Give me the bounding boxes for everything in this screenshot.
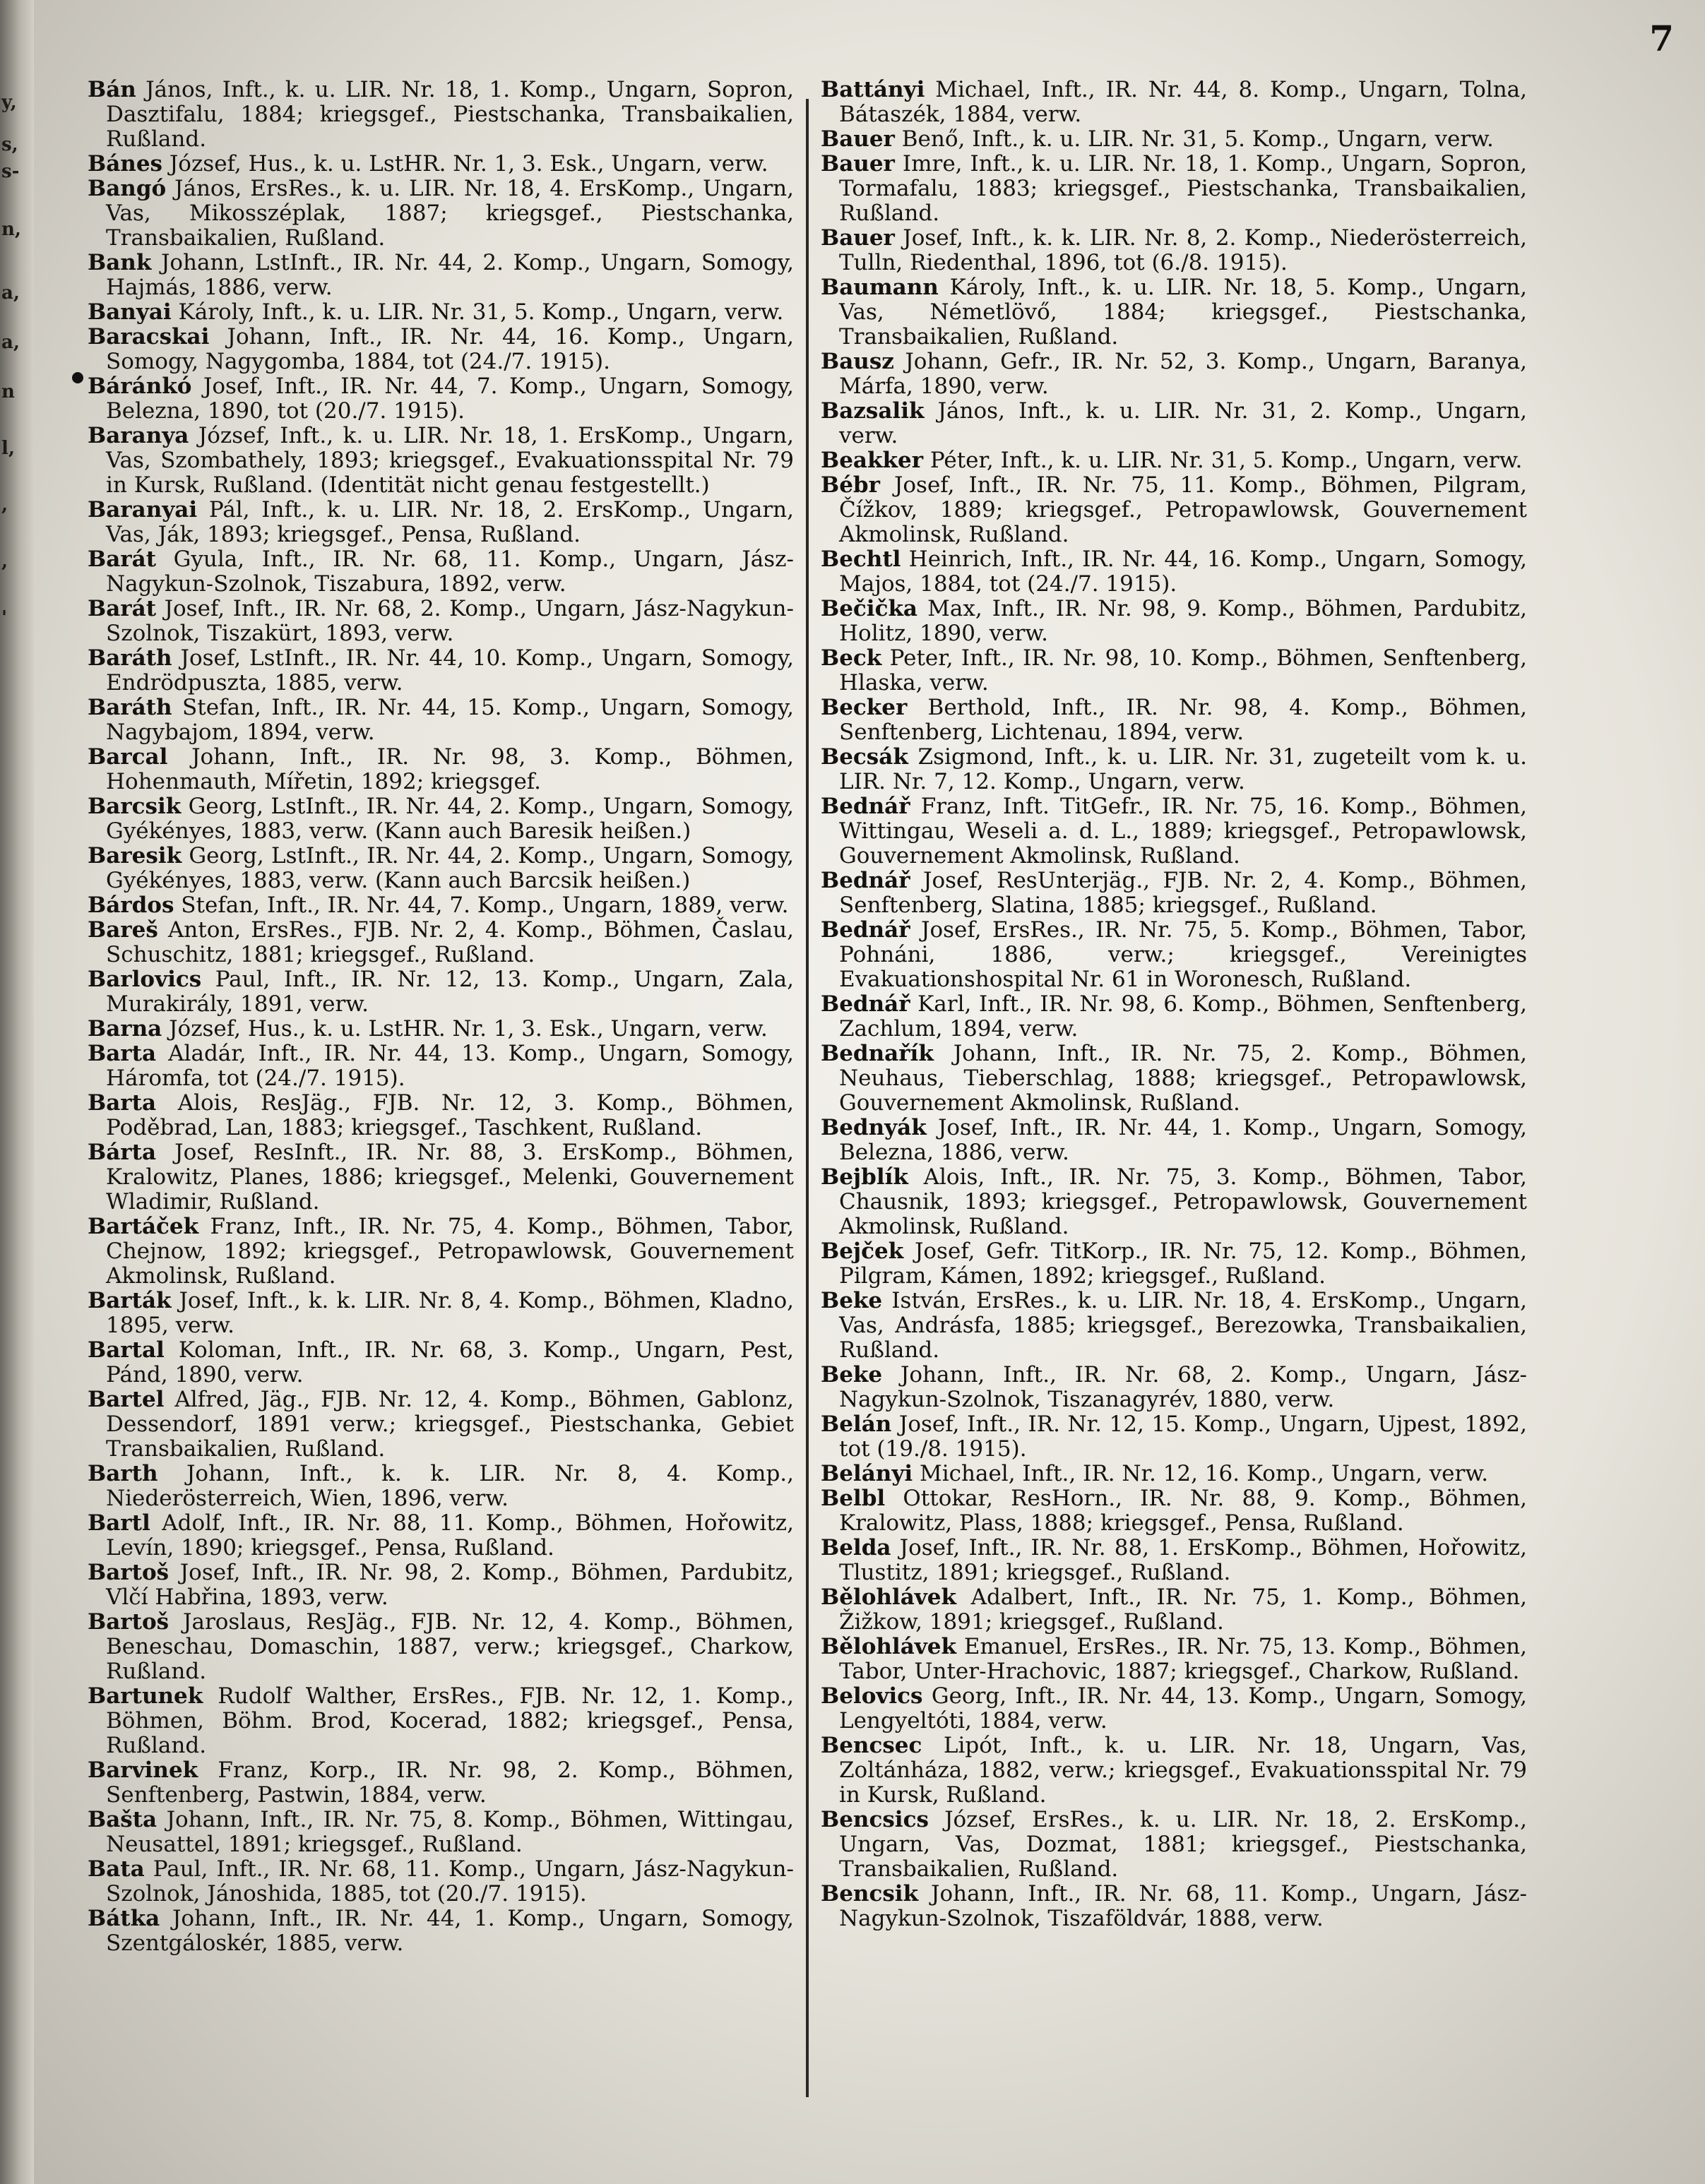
entry-surname: Bata — [88, 1856, 145, 1882]
register-entry — [821, 992, 1527, 1042]
entry-surname: Beck — [821, 645, 882, 671]
entry-surname: Barta — [88, 1041, 157, 1066]
entry-details: Josef, Inft., IR. Nr. 88, 1. ErsKomp., Böhmen, Hořowitz, Tlustitz, 1891; kriegsgef., Rußland. — [839, 1535, 1527, 1585]
register-entry — [88, 374, 794, 424]
entry-surname: Battányi — [821, 77, 925, 102]
entry-surname: Beke — [821, 1288, 883, 1313]
entry-details: Benő, Inft., k. u. LIR. Nr. 31, 5. Komp., Ungarn, verw. — [894, 126, 1494, 152]
entry-details: Paul, Inft., IR. Nr. 12, 13. Komp., Ungarn, Zala, Murakirály, 1891, verw. — [106, 967, 794, 1017]
entry-surname: Bednář — [821, 991, 910, 1017]
entry-details: Berthold, Inft., IR. Nr. 98, 4. Komp., Böhmen, Senftenberg, Lichtenau, 1894, verw. — [839, 695, 1527, 745]
register-entry — [88, 1140, 794, 1215]
register-entry — [88, 893, 794, 918]
register-entry — [821, 1734, 1527, 1808]
entry-details: Péter, Inft., k. u. LIR. Nr. 31, 5. Komp., Ungarn, verw. — [923, 448, 1523, 473]
register-entry — [821, 350, 1527, 399]
register-entry — [88, 1462, 794, 1511]
entry-surname: Barcsik — [88, 794, 182, 819]
entry-details: Johann, Inft., IR. Nr. 98, 3. Komp., Böhmen, Hohenmauth, Mířetin, 1892; kriegsgef. — [106, 744, 794, 794]
register-entry — [88, 177, 794, 251]
entry-details: Max, Inft., IR. Nr. 98, 9. Komp., Böhmen, Pardubitz, Holitz, 1890, verw. — [839, 596, 1527, 646]
entry-surname: Bartal — [88, 1337, 165, 1363]
entry-details: Josef, Inft., IR. Nr. 44, 7. Komp., Ungarn, Somogy, Belezna, 1890, tot (20./7. 1915). — [106, 374, 794, 424]
entry-details: Josef, Inft., IR. Nr. 98, 2. Komp., Böhmen, Pardubitz, Vlčí Habřina, 1893, verw. — [106, 1560, 794, 1610]
entry-surname: Barát — [88, 596, 157, 621]
entry-details: Franz, Inft., IR. Nr. 75, 4. Komp., Böhmen, Tabor, Chejnow, 1892; kriegsgef., Petropawlowsk, Gouvernement Akmolinsk, Rußland. — [106, 1214, 794, 1289]
entry-surname: Bausz — [821, 349, 894, 374]
register-entry — [821, 1363, 1527, 1412]
entry-surname: Bartunek — [88, 1683, 203, 1709]
register-entry — [88, 1289, 794, 1338]
entry-details: Josef, Inft., IR. Nr. 75, 11. Komp., Böhmen, Pilgram, Čížkov, 1889; kriegsgef., Petropawlowsk, Gouvernement Akmolinsk, Rußland. — [839, 472, 1527, 547]
entry-details: Josef, Gefr. TitKorp., IR. Nr. 75, 12. Komp., Böhmen, Pilgram, Kámen, 1892; kriegsgef., Rußland. — [839, 1239, 1527, 1289]
entry-surname: Bencsics — [821, 1807, 929, 1832]
entry-details: István, ErsRes., k. u. LIR. Nr. 18, 4. ErsKomp., Ungarn, Vas, Andrásfa, 1885; kriegsgef., Berezowka, Transbaikalien, Rußland. — [839, 1288, 1527, 1363]
entry-surname: Belovics — [821, 1683, 923, 1709]
register-entry — [821, 1882, 1527, 1931]
entry-surname: Baracskai — [88, 324, 210, 350]
entry-details: Michael, Inft., IR. Nr. 12, 16. Komp., Ungarn, verw. — [913, 1461, 1489, 1486]
register-entry — [88, 1511, 794, 1561]
entry-details: Alois, Inft., IR. Nr. 75, 3. Komp., Böhmen, Tabor, Chausnik, 1893; kriegsgef., Petropawlowsk, Gouvernement Akmolinsk, Rußland. — [839, 1164, 1527, 1239]
entry-surname: Barna — [88, 1016, 162, 1042]
entry-details: Johann, Inft., k. k. LIR. Nr. 8, 4. Komp., Niederösterreich, Wien, 1896, verw. — [106, 1461, 794, 1511]
entry-details: Jaroslaus, ResJäg., FJB. Nr. 12, 4. Komp., Böhmen, Beneschau, Domaschin, 1887, verw.; kriegsgef., Charkow, Rußland. — [106, 1609, 794, 1684]
entry-details: Josef, ErsRes., IR. Nr. 75, 5. Komp., Böhmen, Tabor, Pohnáni, 1886, verw.; kriegsgef., Vereinigtes Evakuationshospital Nr. 61 in Woronesch, Rußland. — [839, 917, 1527, 992]
margin-fragment: n, — [1, 219, 21, 240]
entry-surname: Bednář — [821, 794, 910, 819]
register-entry — [821, 1042, 1527, 1116]
entry-surname: Bartoš — [88, 1560, 170, 1585]
entry-details: Karl, Inft., IR. Nr. 98, 6. Komp., Böhmen, Senftenberg, Zachlum, 1894, verw. — [839, 991, 1527, 1042]
left-column — [88, 78, 794, 1956]
entry-surname: Baranyai — [88, 497, 198, 523]
entry-details: Johann, Inft., IR. Nr. 68, 11. Komp., Ungarn, Jász-Nagykun-Szolnok, Tiszaföldvár, 1888, verw. — [839, 1881, 1527, 1931]
register-entry — [821, 78, 1527, 127]
register-entry — [88, 967, 794, 1017]
entry-surname: Bárdos — [88, 893, 174, 918]
entry-details: Johann, Inft., IR. Nr. 68, 2. Komp., Ungarn, Jász-Nagykun-Szolnok, Tiszanagyrév, 1880, verw. — [839, 1362, 1527, 1412]
entry-details: Georg, Inft., IR. Nr. 44, 13. Komp., Ungarn, Somogy, Lengyeltóti, 1884, verw. — [839, 1683, 1527, 1734]
entry-surname: Beakker — [821, 448, 924, 473]
entry-details: Josef, Inft., IR. Nr. 44, 1. Komp., Ungarn, Somogy, Belezna, 1886, verw. — [839, 1115, 1527, 1165]
entry-details: Paul, Inft., IR. Nr. 68, 11. Komp., Ungarn, Jász-Nagykun-Szolnok, Jánoshida, 1885, tot (20./7. 1915). — [106, 1856, 794, 1906]
entry-surname: Baráth — [88, 645, 172, 671]
entry-details: Josef, ResInft., IR. Nr. 88, 3. ErsKomp., Böhmen, Kralowitz, Planes, 1886; kriegsgef., Melenki, Gouvernement Wladimir, Rußland. — [106, 1140, 794, 1215]
entry-surname: Báránkó — [88, 374, 192, 399]
entry-surname: Bělohlávek — [821, 1634, 956, 1659]
entry-details: Josef, Inft., k. k. LIR. Nr. 8, 4. Komp., Böhmen, Kladno, 1895, verw. — [106, 1288, 794, 1338]
register-entry — [821, 646, 1527, 696]
register-entry — [821, 696, 1527, 745]
entry-details: Georg, LstInft., IR. Nr. 44, 2. Komp., Ungarn, Somogy, Gyékényes, 1883, verw. (Kann auch Barcsik heißen.) — [106, 843, 794, 893]
entry-surname: Barcal — [88, 744, 168, 770]
entry-surname: Belányi — [821, 1461, 913, 1486]
entry-surname: Bělohlávek — [821, 1585, 956, 1610]
entry-surname: Barát — [88, 547, 157, 572]
entry-surname: Bartáček — [88, 1214, 199, 1239]
entry-details: János, Inft., k. u. LIR. Nr. 18, 1. Komp., Ungarn, Sopron, Dasztifalu, 1884; kriegsgef., Piestschanka, Transbaikalien, Rußland. — [106, 77, 794, 152]
margin-fragment: , — [1, 494, 8, 515]
entry-surname: Barth — [88, 1461, 158, 1486]
entry-details: Heinrich, Inft., IR. Nr. 44, 16. Komp., Ungarn, Somogy, Majos, 1884, tot (24./7. 1915). — [839, 547, 1527, 597]
entry-details: Michael, Inft., IR. Nr. 44, 8. Komp., Ungarn, Tolna, Bátaszék, 1884, verw. — [839, 77, 1527, 127]
register-entry — [821, 1486, 1527, 1536]
entry-surname: Belda — [821, 1535, 891, 1561]
register-entry — [88, 1758, 794, 1808]
register-entry — [821, 473, 1527, 547]
entry-surname: Bartl — [88, 1510, 150, 1536]
margin-fragment: s, — [1, 134, 18, 155]
register-entry — [88, 1610, 794, 1684]
entry-details: Josef, LstInft., IR. Nr. 44, 10. Komp., Ungarn, Somogy, Endrödpuszta, 1885, verw. — [106, 645, 794, 696]
register-entry — [821, 547, 1527, 597]
entry-surname: Bareš — [88, 917, 158, 943]
register-entry — [88, 251, 794, 300]
register-entry — [88, 1042, 794, 1091]
entry-details: Josef, Inft., k. k. LIR. Nr. 8, 2. Komp., Niederösterreich, Tulln, Riedenthal, 1896, tot (6./8. 1915). — [839, 225, 1527, 275]
entry-details: Zsigmond, Inft., k. u. LIR. Nr. 31, zugeteilt vom k. u. LIR. Nr. 7, 12. Komp., Ungarn, verw. — [839, 744, 1527, 794]
register-entry — [821, 1635, 1527, 1684]
entry-details: Johann, Inft., IR. Nr. 44, 1. Komp., Ungarn, Somogy, Szentgáloskér, 1885, verw. — [106, 1906, 794, 1956]
entry-details: Pál, Inft., k. u. LIR. Nr. 18, 2. ErsKomp., Ungarn, Vas, Ják, 1893; kriegsgef., Pensa, Rußland. — [106, 497, 794, 547]
register-entry — [88, 325, 794, 374]
entry-surname: Bechtl — [821, 547, 901, 572]
register-entry — [821, 1289, 1527, 1363]
entry-surname: Belán — [821, 1412, 892, 1437]
register-entry — [821, 918, 1527, 992]
register-entry — [821, 794, 1527, 869]
entry-details: Josef, Inft., IR. Nr. 68, 2. Komp., Ungarn, Jász-Nagykun-Szolnok, Tiszakürt, 1893, verw. — [106, 596, 794, 646]
entry-surname: Bánes — [88, 151, 163, 177]
register-entry — [88, 78, 794, 152]
entry-surname: Barvinek — [88, 1758, 198, 1783]
register-entry — [88, 696, 794, 745]
entry-surname: Bank — [88, 250, 152, 275]
entry-details: Adalbert, Inft., IR. Nr. 75, 1. Komp., Böhmen, Žižkow, 1891; kriegsgef., Rußland. — [839, 1585, 1527, 1635]
entry-details: Franz, Inft. TitGefr., IR. Nr. 75, 16. Komp., Böhmen, Wittingau, Weseli a. d. L., 1889; kriegsgef., Petropawlowsk, Gouvernement Akmolinsk, Rußland. — [839, 794, 1527, 869]
register-entry — [88, 646, 794, 696]
entry-surname: Barták — [88, 1288, 172, 1313]
entry-details: Imre, Inft., k. u. LIR. Nr. 18, 1. Komp., Ungarn, Sopron, Tormafalu, 1883; kriegsgef., Piestschanka, Transbaikalien, Rußland. — [839, 151, 1527, 226]
entry-details: Peter, Inft., IR. Nr. 98, 10. Komp., Böhmen, Senftenberg, Hlaska, verw. — [839, 645, 1527, 696]
register-entry — [821, 1585, 1527, 1635]
entry-details: Ottokar, ResHorn., IR. Nr. 88, 9. Komp., Böhmen, Kralowitz, Plass, 1888; kriegsgef., Pensa, Rußland. — [839, 1486, 1527, 1536]
entry-surname: Bednařík — [821, 1041, 934, 1066]
register-entry — [88, 1561, 794, 1610]
entry-details: Alfred, Jäg., FJB. Nr. 12, 4. Komp., Böhmen, Gablonz, Dessendorf, 1891 verw.; kriegsgef., Piestschanka, Gebiet Transbaikalien, Rußland. — [106, 1387, 794, 1462]
entry-surname: Bartel — [88, 1387, 165, 1412]
entry-surname: Bečička — [821, 596, 918, 621]
entry-details: Károly, Inft., k. u. LIR. Nr. 31, 5. Komp., Ungarn, verw. — [171, 299, 784, 325]
register-entry — [821, 399, 1527, 448]
entry-details: Georg, LstInft., IR. Nr. 44, 2. Komp., Ungarn, Somogy, Gyékényes, 1883, verw. (Kann auch Baresik heißen.) — [106, 794, 794, 844]
entry-details: Lipót, Inft., k. u. LIR. Nr. 18, Ungarn, Vas, Zoltánháza, 1882, verw.; kriegsgef., Evakuationsspital Nr. 79 in Kursk, Rußland. — [839, 1733, 1527, 1808]
entry-details: Alois, ResJäg., FJB. Nr. 12, 3. Komp., Böhmen, Poděbrad, Lan, 1883; kriegsgef., Taschkent, Rußland. — [106, 1090, 794, 1140]
entry-surname: Bangó — [88, 176, 167, 201]
entry-surname: Becker — [821, 695, 908, 720]
entry-details: Franz, Korp., IR. Nr. 98, 2. Komp., Böhmen, Senftenberg, Pastwin, 1884, verw. — [106, 1758, 794, 1808]
entry-details: Johann, LstInft., IR. Nr. 44, 2. Komp., Ungarn, Somogy, Hajmás, 1886, verw. — [106, 250, 794, 300]
register-entry — [821, 869, 1527, 918]
entry-details: János, ErsRes., k. u. LIR. Nr. 18, 4. ErsKomp., Ungarn, Vas, Mikosszéplak, 1887; kriegsgef., Piestschanka, Transbaikalien, Rußland. — [106, 176, 794, 251]
entry-details: Stefan, Inft., IR. Nr. 44, 15. Komp., Ungarn, Somogy, Nagybajom, 1894, verw. — [106, 695, 794, 745]
entry-surname: Bauer — [821, 126, 895, 152]
register-entry — [821, 1462, 1527, 1486]
register-entry — [88, 1684, 794, 1758]
entry-surname: Banyai — [88, 299, 172, 325]
entry-details: Aladár, Inft., IR. Nr. 44, 13. Komp., Ungarn, Somogy, Háromfa, tot (24./7. 1915). — [106, 1041, 794, 1091]
register-entry — [821, 127, 1527, 152]
entry-details: Adolf, Inft., IR. Nr. 88, 11. Komp., Böhmen, Hořowitz, Levín, 1890; kriegsgef., Pensa, Rußland. — [106, 1510, 794, 1561]
entry-surname: Bencsik — [821, 1881, 919, 1906]
entry-details: Johann, Inft., IR. Nr. 75, 2. Komp., Böhmen, Neuhaus, Tieberschlag, 1888; kriegsgef., Petropawlowsk, Gouvernement Akmolinsk, Rußland. — [839, 1041, 1527, 1116]
register-entry — [88, 1215, 794, 1289]
register-entry — [821, 275, 1527, 350]
register-entry — [88, 1808, 794, 1857]
entry-surname: Bébr — [821, 472, 880, 498]
entry-details: József, Inft., k. u. LIR. Nr. 18, 1. ErsKomp., Ungarn, Vas, Szombathely, 1893; kriegsgef., Evakuationsspital Nr. 79 in Kursk, Rußland. (Identität nicht genau festgestellt.) — [106, 423, 794, 498]
entry-details: Koloman, Inft., IR. Nr. 68, 3. Komp., Ungarn, Pest, Pánd, 1890, verw. — [106, 1337, 794, 1388]
entry-surname: Bencsec — [821, 1733, 922, 1758]
entry-surname: Barta — [88, 1090, 157, 1116]
register-entry — [88, 424, 794, 498]
entry-surname: Bašta — [88, 1807, 158, 1832]
register-entry — [88, 547, 794, 597]
register-entry — [88, 745, 794, 794]
entry-details: Johann, Gefr., IR. Nr. 52, 3. Komp., Ungarn, Baranya, Márfa, 1890, verw. — [839, 349, 1527, 399]
register-entry — [88, 844, 794, 893]
register-entry — [821, 1412, 1527, 1462]
register-entry — [821, 1165, 1527, 1239]
margin-fragment: a, — [1, 332, 20, 353]
register-entry — [88, 794, 794, 844]
entry-details: Emanuel, ErsRes., IR. Nr. 75, 13. Komp., Böhmen, Tabor, Unter-Hrachovic, 1887; kriegsgef., Charkow, Rußland. — [839, 1634, 1527, 1684]
margin-fragment: a, — [1, 282, 20, 304]
entry-details: Rudolf Walther, ErsRes., FJB. Nr. 12, 1. Komp., Böhmen, Böhm. Brod, Kocerad, 1882; kriegsgef., Pensa, Rußland. — [106, 1683, 794, 1758]
entry-surname: Bejblík — [821, 1164, 908, 1190]
entry-details: József, ErsRes., k. u. LIR. Nr. 18, 2. ErsKomp., Ungarn, Vas, Dozmat, 1881; kriegsgef., Piestschanka, Transbaikalien, Rußland. — [839, 1807, 1527, 1882]
register-entry — [821, 1808, 1527, 1882]
register-entry — [88, 918, 794, 967]
register-entry — [88, 152, 794, 177]
entry-surname: Bednář — [821, 917, 910, 943]
entry-details: Johann, Inft., IR. Nr. 44, 16. Komp., Ungarn, Somogy, Nagygomba, 1884, tot (24./7. 1915). — [106, 324, 794, 374]
margin-fragment: n — [1, 381, 15, 402]
bullet-mark — [72, 372, 83, 383]
entry-surname: Bazsalik — [821, 398, 925, 424]
entry-details: Anton, ErsRes., FJB. Nr. 2, 4. Komp., Böhmen, Časlau, Schuschitz, 1881; kriegsgef., Rußland. — [106, 917, 794, 967]
entry-surname: Bejček — [821, 1239, 904, 1264]
entry-details: János, Inft., k. u. LIR. Nr. 31, 2. Komp., Ungarn, verw. — [839, 398, 1527, 448]
entry-details: József, Hus., k. u. LstHR. Nr. 1, 3. Esk., Ungarn, verw. — [162, 1016, 768, 1042]
entry-surname: Bednyák — [821, 1115, 927, 1140]
entry-surname: Belbl — [821, 1486, 886, 1511]
column-divider — [806, 99, 809, 2097]
register-entry — [88, 498, 794, 547]
entry-surname: Bátka — [88, 1906, 160, 1931]
entry-details: Josef, ResUnterjäg., FJB. Nr. 2, 4. Komp., Böhmen, Senftenberg, Slatina, 1885; kriegsgef., Rußland. — [839, 868, 1527, 918]
entry-surname: Baráth — [88, 695, 172, 720]
register-entry — [88, 1338, 794, 1388]
entry-surname: Bednář — [821, 868, 910, 893]
margin-fragment: y, — [1, 92, 17, 113]
entry-details: József, Hus., k. u. LstHR. Nr. 1, 3. Esk., Ungarn, verw. — [162, 151, 768, 177]
register-entry — [88, 1091, 794, 1140]
register-entry — [821, 1536, 1527, 1585]
register-entry — [821, 1239, 1527, 1289]
entry-surname: Beke — [821, 1362, 883, 1388]
register-entry — [821, 152, 1527, 226]
register-entry — [821, 597, 1527, 646]
register-entry — [88, 1017, 794, 1042]
entry-surname: Barlovics — [88, 967, 202, 992]
margin-fragment: , — [1, 551, 8, 572]
register-entry — [821, 1116, 1527, 1165]
right-column — [821, 78, 1527, 1931]
register-entry — [821, 745, 1527, 794]
register-entry — [88, 597, 794, 646]
register-entry — [88, 300, 794, 325]
entry-details: Stefan, Inft., IR. Nr. 44, 7. Komp., Ungarn, 1889, verw. — [174, 893, 789, 918]
entry-surname: Becsák — [821, 744, 908, 770]
margin-fragment: s- — [1, 161, 20, 182]
register-entry — [88, 1388, 794, 1462]
entry-surname: Bauer — [821, 151, 895, 177]
register-entry — [88, 1857, 794, 1906]
entry-surname: Baresik — [88, 843, 182, 869]
register-entry — [821, 1684, 1527, 1734]
register-entry — [821, 448, 1527, 473]
entry-details: Károly, Inft., k. u. LIR. Nr. 18, 5. Komp., Ungarn, Vas, Németlövő, 1884; kriegsgef., Piestschanka, Transbaikalien, Rußland. — [839, 275, 1527, 350]
margin-fragment: ' — [1, 607, 7, 628]
entry-surname: Bauer — [821, 225, 895, 251]
adjacent-page-edge — [0, 0, 34, 2184]
entry-details: Josef, Inft., IR. Nr. 12, 15. Komp., Ungarn, Ujpest, 1892, tot (19./8. 1915). — [839, 1412, 1527, 1462]
entry-surname: Bárta — [88, 1140, 157, 1165]
margin-fragment: l, — [1, 438, 15, 459]
page-number: 7 — [1649, 18, 1674, 59]
entry-surname: Baranya — [88, 423, 189, 448]
entry-surname: Baumann — [821, 275, 939, 300]
register-entry — [821, 226, 1527, 275]
entry-details: Johann, Inft., IR. Nr. 75, 8. Komp., Böhmen, Wittingau, Neusattel, 1891; kriegsgef., Rußland. — [106, 1807, 794, 1857]
entry-surname: Bartoš — [88, 1609, 170, 1635]
entry-surname: Bán — [88, 77, 136, 102]
register-entry — [88, 1906, 794, 1956]
entry-details: Gyula, Inft., IR. Nr. 68, 11. Komp., Ungarn, Jász-Nagykun-Szolnok, Tiszabura, 1892, verw. — [106, 547, 794, 597]
